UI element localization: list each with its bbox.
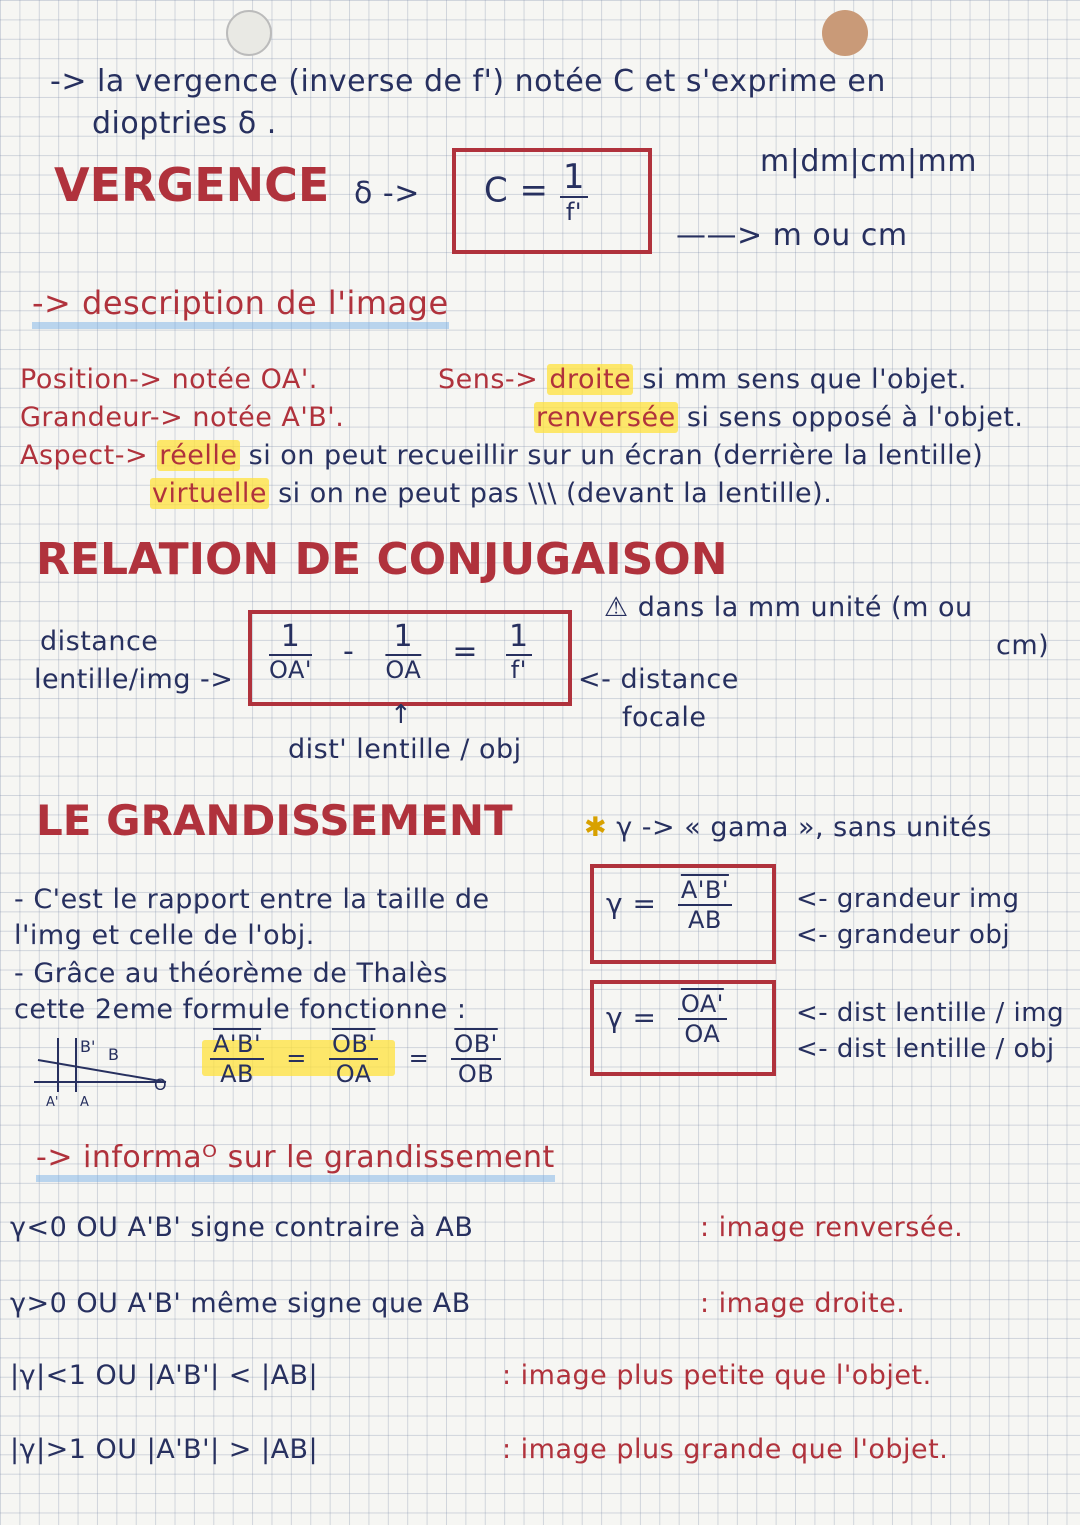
info-row-3-cond: |γ|<1 OU |A'B'| < |AB| [10, 1360, 319, 1391]
sens-renversee-text: si sens opposé à l'objet. [686, 402, 1024, 433]
diag-label-o: O [154, 1075, 167, 1094]
position-line: Position-> notée OA'. [20, 364, 318, 395]
vergence-fraction [560, 157, 588, 226]
info-row-1-result: : image renversée. [700, 1212, 964, 1243]
gamma-box-1-num: A'B' [678, 878, 732, 906]
gamma-box-2-num: OA' [678, 992, 727, 1020]
conj-warning-1: ⚠ dans la mm unité (m ou [604, 592, 973, 623]
sens-renversee-line [534, 402, 1023, 433]
intro-line-1: -> la vergence (inverse de f') notée C et s'exprime en [50, 64, 886, 99]
gamma-box-2-den: OA [684, 1020, 721, 1048]
thales-fraction-3 [451, 1032, 500, 1086]
def-line-1: - C'est le rapport entre la taille de [14, 884, 490, 915]
conj-right-label-1: <- distance [578, 664, 739, 695]
info-row-1-cond: γ<0 OU A'B' signe contraire à AB [10, 1212, 474, 1243]
info-row-2-result: : image droite. [700, 1288, 906, 1319]
conj-f1-num: 1 [278, 622, 304, 656]
infos-heading [36, 1140, 555, 1175]
sens-label: Sens-> [438, 364, 539, 395]
gamma-box-1-fraction [678, 878, 732, 932]
gamma-formula-1 [606, 878, 732, 932]
conj-f2-den: OA [385, 656, 422, 684]
conjugaison-formula [266, 619, 532, 684]
gamma-box-2-note-2: <- dist lentille / obj [796, 1034, 1055, 1064]
conj-f2-num: 1 [391, 622, 417, 656]
binder-hole-right [822, 10, 868, 56]
conj-fraction-3 [506, 619, 532, 684]
conj-bottom-label: dist' lentille / obj [288, 734, 522, 765]
units-arrow: ——> m ou cm [676, 218, 908, 253]
info-row-4-cond: |γ|>1 OU |A'B'| > |AB| [10, 1434, 319, 1465]
aspect-virtuelle: virtuelle [152, 478, 268, 509]
thales-f2-num: OB' [329, 1032, 378, 1060]
infos-heading-text: -> informaᴼ sur le grandissement [36, 1140, 555, 1182]
diag-label-aprime: A' [46, 1095, 59, 1110]
thales-f2-den: OA [335, 1060, 372, 1088]
info-row-2-cond: γ>0 OU A'B' même signe que AB [10, 1288, 471, 1319]
vergence-formula [484, 157, 588, 226]
thales-line-1: - Grâce au théorème de Thalès [14, 958, 448, 989]
gamma-box-1-note-1: <- grandeur img [796, 884, 1020, 914]
description-heading [32, 284, 449, 322]
delta-arrow: δ -> [354, 176, 420, 211]
thales-line-2: cette 2eme formule fonctionne : [14, 994, 467, 1025]
gamma-formula-2 [606, 992, 727, 1046]
conj-f1-den: OA' [269, 656, 312, 684]
info-row-3-result: : image plus petite que l'objet. [502, 1360, 932, 1391]
diag-label-b: B [108, 1045, 119, 1064]
units-list: m|dm|cm|mm [760, 144, 977, 179]
thales-eq-1: = [286, 1044, 307, 1072]
vergence-formula-lhs: C = [484, 170, 549, 211]
diag-label-a: A [80, 1095, 89, 1110]
binder-hole-left [226, 10, 272, 56]
def-line-2: l'img et celle de l'obj. [14, 920, 315, 951]
vergence-num: 1 [560, 160, 588, 198]
description-heading-text: -> description de l'image [32, 284, 449, 329]
gamma-box-2-fraction [678, 992, 727, 1046]
thales-f1-den: AB [220, 1060, 254, 1088]
aspect-line [20, 440, 983, 471]
thales-eq-2: = [408, 1044, 430, 1072]
diag-label-bprime: B' [80, 1037, 96, 1056]
conj-f3-den: f' [510, 656, 527, 684]
thales-f3-den: OB [457, 1060, 495, 1088]
vergence-den: f' [565, 198, 582, 226]
conj-fraction-1 [266, 619, 315, 684]
conj-minus: - [343, 633, 355, 669]
thales-highlight [202, 1030, 395, 1088]
aspect-label: Aspect-> [20, 440, 149, 471]
vergence-title: VERGENCE [54, 158, 330, 212]
thales-formula [202, 1032, 501, 1086]
gamma-note [584, 812, 992, 843]
star-icon: ✱ [584, 812, 608, 843]
gamma-box-1-lhs: γ = [606, 887, 657, 920]
thales-f1-num: A'B' [210, 1032, 264, 1060]
gamma-box-1-den: AB [687, 906, 722, 934]
sens-droite-text: si mm sens que l'objet. [642, 364, 967, 395]
gamma-box-2-lhs: γ = [606, 1001, 657, 1034]
gamma-box-2-note-1: <- dist lentille / img [796, 998, 1065, 1028]
sens-droite: droite [549, 364, 632, 395]
aspect-reelle: réelle [159, 440, 238, 471]
conjugaison-title: RELATION DE CONJUGAISON [36, 534, 728, 585]
gamma-box-1-note-2: <- grandeur obj [796, 920, 1011, 950]
info-row-4-result: : image plus grande que l'objet. [502, 1434, 949, 1465]
thales-fraction-1 [210, 1032, 264, 1086]
aspect-virtuelle-line [150, 478, 832, 509]
conj-warning-2: cm) [996, 630, 1050, 661]
conj-left-label-1: distance [40, 626, 159, 657]
gamma-note-text: γ -> « gama », sans unités [616, 812, 992, 843]
grandeur-line: Grandeur-> notée A'B'. [20, 402, 345, 433]
conj-left-label-2: lentille/img -> [34, 664, 234, 695]
conj-bottom-arrow: ↑ [390, 700, 413, 730]
aspect-virtuelle-text: si on ne peut pas \\\ (devant la lentille). [278, 478, 833, 509]
thales-f3-num: OB' [451, 1032, 500, 1060]
thales-fraction-2 [329, 1032, 378, 1086]
intro-line-2: dioptries δ . [92, 106, 277, 141]
aspect-reelle-text: si on peut recueillir sur un écran (derrière la lentille) [248, 440, 984, 471]
sens-line [438, 364, 967, 395]
thales-diagram [28, 1030, 178, 1110]
conj-fraction-2 [382, 619, 424, 684]
grandissement-title: LE GRANDISSEMENT [36, 796, 513, 845]
conj-f3-num: 1 [506, 622, 532, 656]
conj-right-label-2: focale [622, 702, 707, 733]
sens-renversee: renversée [536, 402, 676, 433]
conj-equals: = [452, 633, 478, 669]
